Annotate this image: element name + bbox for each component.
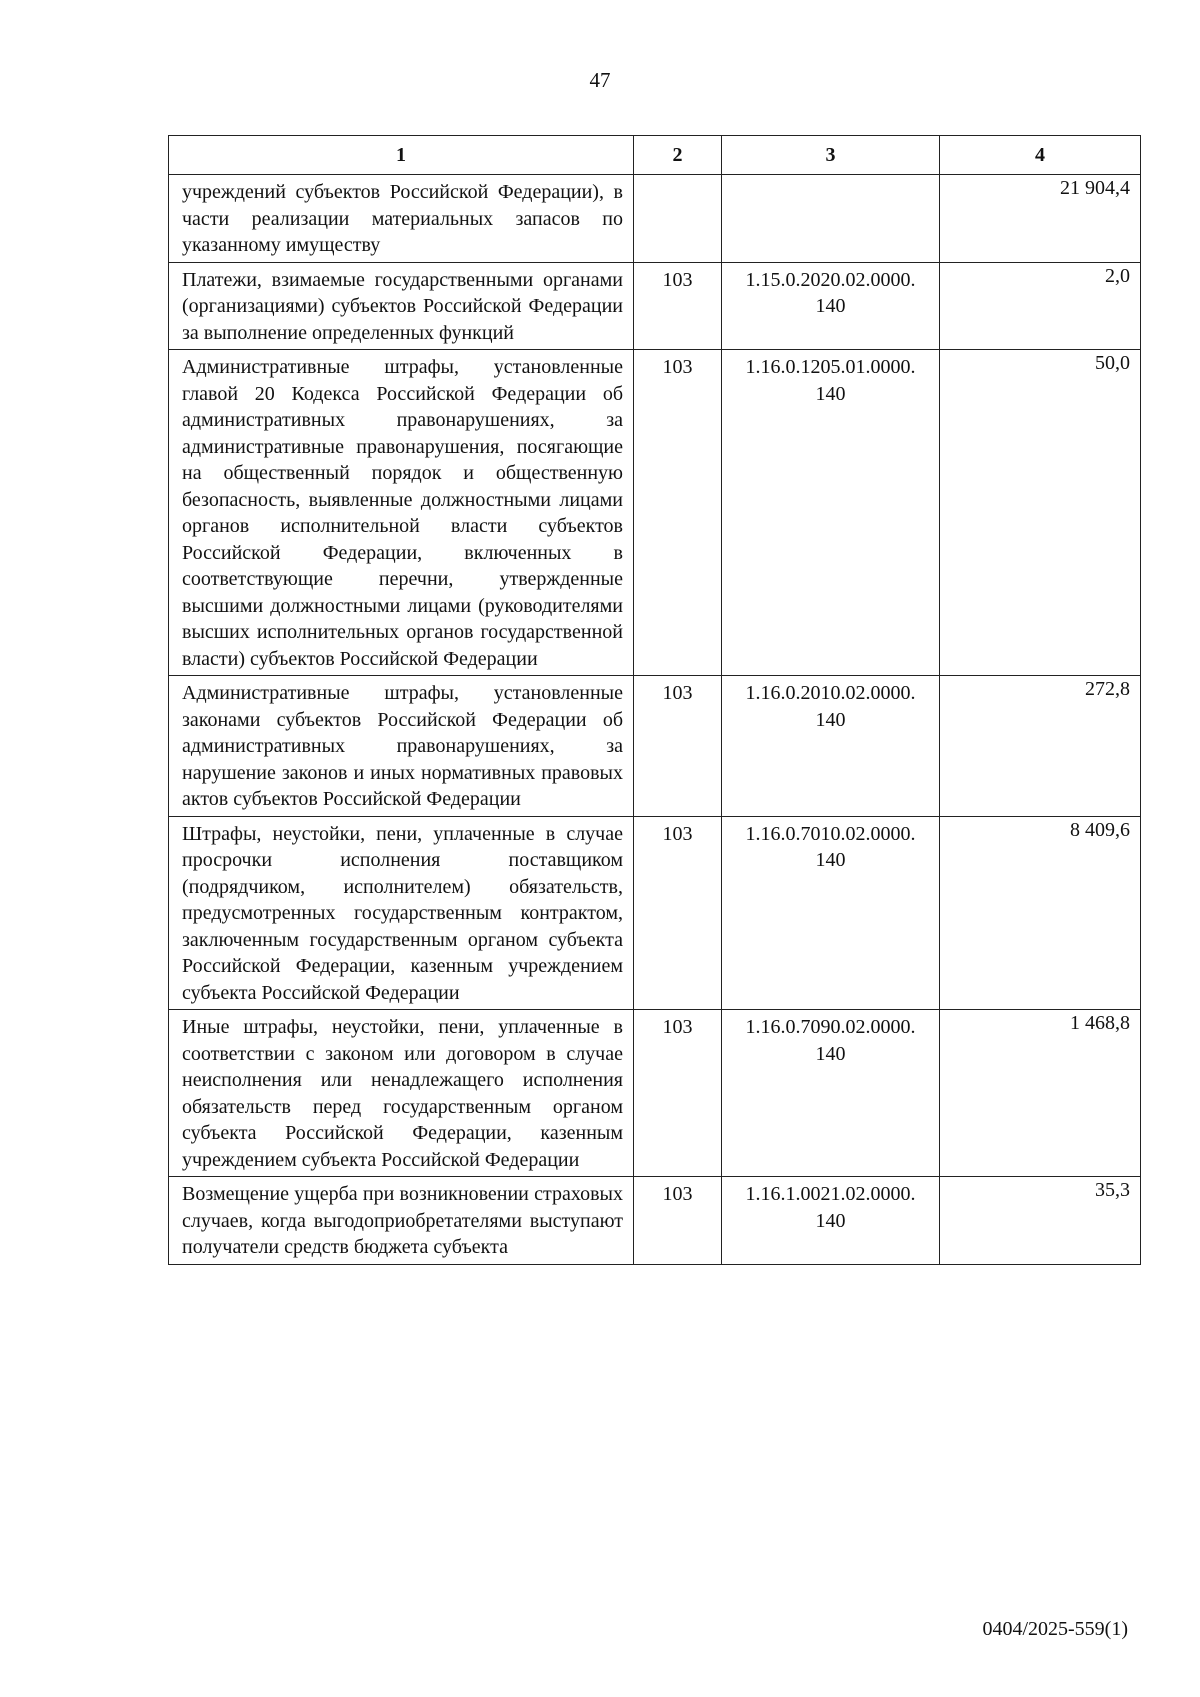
table-row — [169, 175, 1141, 263]
row-admin-code: 103 — [634, 350, 722, 676]
row-revenue-code — [722, 175, 940, 263]
document-id: 0404/2025-559(1) — [982, 1618, 1128, 1640]
row-amount: 2,0 — [940, 262, 1141, 350]
revenue-code-main: 1.16.1.0021.02.0000. — [745, 1183, 916, 1205]
row-revenue-code — [722, 262, 940, 350]
row-revenue-code — [722, 676, 940, 817]
table-header-row — [169, 136, 1141, 175]
table-row — [169, 1177, 1141, 1265]
row-description: Административные штрафы, установленные законами субъектов Российской Федерации об административных правонарушениях, за нарушение законов и иных нормативных правовых актов субъектов Российской Федерации — [169, 676, 634, 817]
page-number: 47 — [589, 68, 611, 92]
revenue-code-suffix: 140 — [815, 1209, 846, 1232]
row-amount: 1 468,8 — [940, 1010, 1141, 1177]
column-header-2: 2 — [634, 136, 722, 175]
revenue-code-suffix: 140 — [815, 382, 846, 405]
row-revenue-code — [722, 350, 940, 676]
revenue-code-suffix: 140 — [815, 708, 846, 731]
row-amount: 50,0 — [940, 350, 1141, 676]
revenue-code-suffix: 140 — [815, 849, 846, 871]
table-row — [169, 676, 1141, 817]
revenue-code-suffix: 140 — [815, 1042, 846, 1065]
row-amount: 272,8 — [940, 676, 1141, 817]
table-row — [169, 262, 1141, 350]
revenue-table — [168, 135, 1141, 1265]
row-admin-code: 103 — [634, 816, 722, 1010]
revenue-code-main: 1.16.0.1205.01.0000. — [745, 356, 916, 378]
row-admin-code: 103 — [634, 676, 722, 817]
row-description: Платежи, взимаемые государственными органами (организациями) субъектов Российской Федерации за выполнение определенных функций — [169, 262, 634, 350]
row-description: Возмещение ущерба при возникновении страховых случаев, когда выгодоприобретателями выступают получатели средств бюджета субъекта — [169, 1177, 634, 1265]
row-revenue-code — [722, 816, 940, 1010]
revenue-code-main: 1.16.0.7090.02.0000. — [745, 1016, 916, 1038]
row-description: учреждений субъектов Российской Федерации), в части реализации материальных запасов по указанному имуществу — [169, 175, 634, 263]
row-revenue-code — [722, 1177, 940, 1265]
row-admin-code — [634, 175, 722, 263]
column-header-1: 1 — [169, 136, 634, 175]
table-row — [169, 1010, 1141, 1177]
revenue-code-main: 1.16.0.2010.02.0000. — [745, 682, 916, 704]
row-admin-code: 103 — [634, 1010, 722, 1177]
row-description: Штрафы, неустойки, пени, уплаченные в случае просрочки исполнения поставщиком (подрядчиком, исполнителем) обязательств, предусмотренных государственным контрактом, заключенным государственным органом субъекта Российской Федерации, казенным учреждением субъекта Российской Федерации — [169, 816, 634, 1010]
row-revenue-code — [722, 1010, 940, 1177]
row-amount: 35,3 — [940, 1177, 1141, 1265]
row-admin-code: 103 — [634, 262, 722, 350]
row-description: Административные штрафы, установленные главой 20 Кодекса Российской Федерации об административных правонарушениях, за административные правонарушения, посягающие на общественный порядок и общественную безопасность, выявленные должностными лицами органов исполнительной власти субъектов Российской Федерации, включенных в соответствующие перечни, утвержденные высшими должностными лицами (руководителями высших исполнительных органов государственной власти) субъектов Российской Федерации — [169, 350, 634, 676]
table-row — [169, 816, 1141, 1010]
revenue-code-main: 1.16.0.7010.02.0000. — [745, 822, 916, 845]
revenue-code-suffix: 140 — [815, 295, 846, 317]
table-row — [169, 350, 1141, 676]
revenue-code-main: 1.15.0.2020.02.0000. — [745, 268, 916, 291]
row-description: Иные штрафы, неустойки, пени, уплаченные в соответствии с законом или договором в случае неисполнения или ненадлежащего исполнения обязательств перед государственным органом субъекта Российской Федерации, казенным учреждением субъекта Российской Федерации — [169, 1010, 634, 1177]
column-header-4: 4 — [940, 136, 1141, 175]
row-amount: 8 409,6 — [940, 816, 1141, 1010]
row-admin-code: 103 — [634, 1177, 722, 1265]
row-amount: 21 904,4 — [940, 175, 1141, 263]
column-header-3: 3 — [722, 136, 940, 175]
